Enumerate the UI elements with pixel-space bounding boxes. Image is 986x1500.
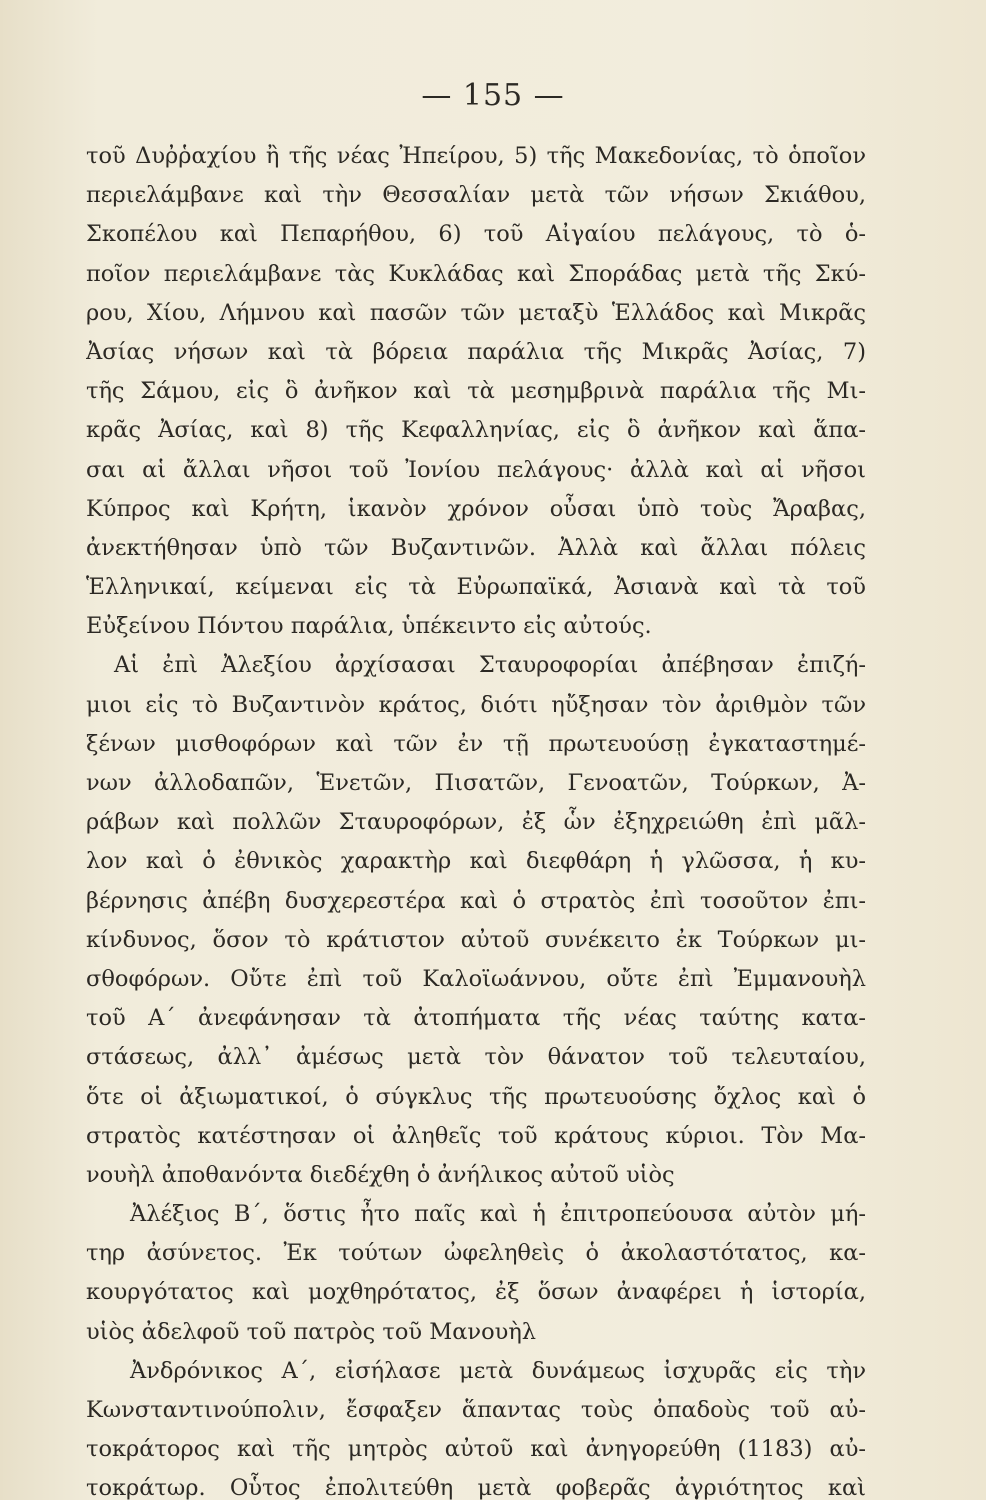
text-line: υἱὸς ἀδελφοῦ τοῦ πατρὸς τοῦ Μανουὴλ	[86, 1318, 537, 1345]
text-line: Ἀλέξιος Β΄, ὅστις ἦτο παῖς καὶ ἡ ἐπιτροπεύουσα αὐτὸν μή-	[130, 1201, 866, 1228]
text-line: βέρνησις ἀπέβη δυσχερεστέρα καὶ ὁ στρατὸς ἐπὶ τοσοῦτον ἐπι-	[86, 887, 866, 914]
text-line: Ἀνδρόνικος Α΄, εἰσήλασε μετὰ δυνάμεως ἰσχυρᾶς εἰς τὴν	[130, 1357, 866, 1384]
text-line: κουργότατος καὶ μοχθηρότατος, ἐξ ὅσων ἀναφέρει ἡ ἱστορία,	[86, 1279, 866, 1306]
text-line: στάσεως, ἀλλ᾽ ἀμέσως μετὰ τὸν θάνατον τοῦ τελευταίου,	[86, 1044, 866, 1071]
text-line: νουὴλ ἀποθανόντα διεδέχθη ὁ ἀνήλικος αὐτοῦ υἱὸς	[86, 1161, 675, 1188]
text-line: ράβων καὶ πολλῶν Σταυροφόρων, ἐξ ὧν ἐξηχρειώθη ἐπὶ μᾶλ-	[86, 809, 866, 836]
text-line: λον καὶ ὁ ἐθνικὸς χαρακτὴρ καὶ διεφθάρη ἡ γλῶσσα, ἡ κυ-	[86, 848, 866, 875]
text-line: νων ἀλλοδαπῶν, Ἑνετῶν, Πισατῶν, Γενοατῶν, Τούρκων, Ἀ-	[86, 770, 866, 796]
text-line: ξένων μισθοφόρων καὶ τῶν ἐν τῇ πρωτευούσῃ ἐγκαταστημέ-	[86, 730, 866, 757]
text-line: ἀνεκτήθησαν ὑπὸ τῶν Βυζαντινῶν. Ἀλλὰ καὶ ἄλλαι πόλεις	[86, 534, 866, 561]
text-line: ρου, Χίου, Λήμνου καὶ πασῶν τῶν μεταξὺ Ἑλλάδος καὶ Μικρᾶς	[86, 299, 866, 326]
text-line: Κωνσταντινούπολιν, ἔσφαξεν ἅπαντας τοὺς ὀπαδοὺς τοῦ αὐ-	[86, 1397, 866, 1423]
text-line: κίνδυνος, ὅσον τὸ κράτιστον αὐτοῦ συνέκειτο ἐκ Τούρκων μι-	[86, 926, 866, 953]
text-line: ποῖον περιελάμβανε τὰς Κυκλάδας καὶ Σποράδας μετὰ τῆς Σκύ-	[86, 260, 866, 287]
page-number: — 155 —	[421, 78, 565, 113]
body-text	[86, 137, 866, 1500]
text-line: Ἑλληνικαί, κείμεναι εἰς τὰ Εὐρωπαϊκά, Ἀσιανὰ καὶ τὰ τοῦ	[86, 574, 866, 601]
text-line: σαι αἱ ἄλλαι νῆσοι τοῦ Ἰονίου πελάγους· ἀλλὰ καὶ αἱ νῆσοι	[86, 456, 866, 483]
text-line: σθοφόρων. Οὔτε ἐπὶ τοῦ Καλοϊωάννου, οὔτε ἐπὶ Ἐμμανουὴλ	[86, 965, 866, 992]
text-line: Αἱ ἐπὶ Ἀλεξίου ἀρχίσασαι Σταυροφορίαι ἀπέβησαν ἐπιζή-	[114, 652, 866, 679]
text-line: στρατὸς κατέστησαν οἱ ἀληθεῖς τοῦ κράτους κύριοι. Τὸν Μα-	[86, 1122, 866, 1149]
text-line: Εὐξείνου Πόντου παράλια, ὑπέκειντο εἰς αὐτούς.	[86, 613, 652, 640]
text-line: τῆς Σάμου, εἰς ὃ ἀνῆκον καὶ τὰ μεσημβρινὰ παράλια τῆς Μι-	[86, 378, 866, 405]
text-line: Σκοπέλου καὶ Πεπαρήθου, 6) τοῦ Αἰγαίου πελάγους, τὸ ὁ-	[86, 221, 866, 248]
text-line: κρᾶς Ἀσίας, καὶ 8) τῆς Κεφαλληνίας, εἰς ὃ ἀνῆκον καὶ ἅπα-	[86, 417, 866, 444]
text-line: μιοι εἰς τὸ Βυζαντινὸν κράτος, διότι ηὔξησαν τὸν ἀριθμὸν τῶν	[86, 691, 866, 718]
text-line: περιελάμβανε καὶ τὴν Θεσσαλίαν μετὰ τῶν νήσων Σκιάθου,	[86, 182, 866, 209]
text-line: τοῦ Α΄ ἀνεφάνησαν τὰ ἀτοπήματα τῆς νέας ταύτης κατα-	[86, 1005, 866, 1032]
text-line: Κύπρος καὶ Κρήτη, ἱκανὸν χρόνον οὖσαι ὑπὸ τοὺς Ἄραβας,	[86, 495, 866, 522]
text-line: τοῦ Δυῤῥαχίου ἢ τῆς νέας Ἠπείρου, 5) τῆς Μακεδονίας, τὸ ὁποῖον	[86, 143, 866, 169]
text-line: Ἀσίας νήσων καὶ τὰ βόρεια παράλια τῆς Μικρᾶς Ἀσίας, 7)	[86, 338, 866, 365]
text-line: τοκράτορος καὶ τῆς μητρὸς αὐτοῦ καὶ ἀνηγορεύθη (1183) αὐ-	[86, 1436, 866, 1463]
text-line: τοκράτωρ. Οὗτος ἐπολιτεύθη μετὰ φοβερᾶς ἀγριότητος καὶ	[86, 1475, 866, 1500]
text-line: τηρ ἀσύνετος. Ἐκ τούτων ὠφεληθεὶς ὁ ἀκολαστότατος, κα-	[86, 1240, 866, 1267]
text-line: ὅτε οἱ ἀξιωματικοί, ὁ σύγκλυς τῆς πρωτευούσης ὄχλος καὶ ὁ	[86, 1083, 866, 1110]
